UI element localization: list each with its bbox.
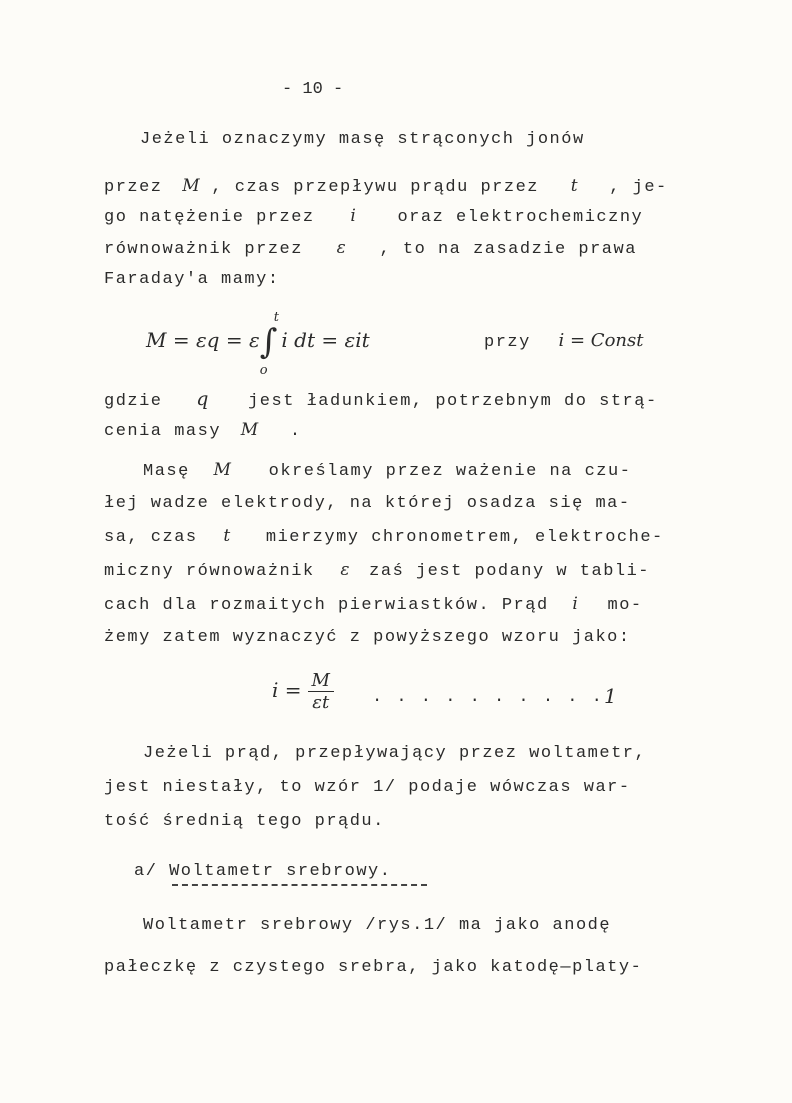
symbol-i: i (572, 594, 578, 614)
symbol-i: i (350, 206, 356, 226)
paragraph-line: sa, czas t mierzymy chronometrem, elektroche- (104, 526, 664, 547)
paragraph-line: Woltametr srebrowy /rys.1/ ma jako anodę (143, 916, 612, 935)
integral-sign: ∫ t o (259, 310, 279, 378)
paragraph-line: jest niestały, to wzór 1/ podaje wówczas war- (104, 778, 631, 797)
formula-condition: przy i = Const (484, 330, 644, 352)
page-number: - 10 - (282, 80, 344, 99)
paragraph-line: go natężenie przez i oraz elektrochemiczny (104, 206, 644, 227)
paragraph-line: cenia masy M . (104, 420, 302, 441)
paragraph-line: Faraday'a mamy: (104, 270, 280, 289)
paragraph-line: przez M , czas przepływu prądu przez t , je- (104, 176, 668, 197)
symbol-q: q (196, 388, 209, 410)
symbol-M: M (240, 420, 259, 440)
current-formula: i = $\frac{M}{\varepsilon t}$ (272, 670, 334, 713)
paragraph-line: tość średnią tego prądu. (104, 812, 385, 831)
equation-number: 1 (604, 684, 617, 708)
faraday-formula: M = εq = ε∫ t o i dt = εit (146, 310, 370, 378)
symbol-M: M (213, 460, 231, 480)
paragraph-line: miczny równoważnik ε zaś jest podany w tabli- (104, 560, 651, 581)
paragraph-line: gdzie q jest ładunkiem, potrzebnym do strą- (104, 388, 658, 411)
paragraph-line: żemy zatem wyznaczyć z powyższego wzoru jako: (104, 628, 631, 647)
heading-underline (172, 884, 427, 886)
symbol-t: t (570, 176, 578, 196)
symbol-epsilon: ε (340, 560, 350, 580)
symbol-M: M (182, 176, 200, 196)
paragraph-line: Jeżeli oznaczymy masę strąconych jonów (140, 130, 585, 149)
symbol-epsilon: ε (336, 238, 346, 258)
paragraph-line: cach dla rozmaitych pierwiastków. Prąd i mo- (104, 594, 643, 615)
symbol-t: t (223, 526, 231, 546)
paragraph-line: Masę M określamy przez ważenie na czu- (143, 460, 632, 481)
equation-leader: . . . . . . . . . . (372, 688, 604, 707)
paragraph-line: Jeżeli prąd, przepływający przez woltametr, (143, 744, 647, 763)
section-heading: a/ Woltametr srebrowy. (134, 862, 392, 881)
paragraph-line: równoważnik przez ε , to na zasadzie prawa (104, 238, 637, 259)
paragraph-line: pałeczkę z czystego srebra, jako katodę—platy- (104, 958, 643, 977)
paragraph-line: łej wadze elektrody, na której osadza się ma- (104, 494, 631, 513)
